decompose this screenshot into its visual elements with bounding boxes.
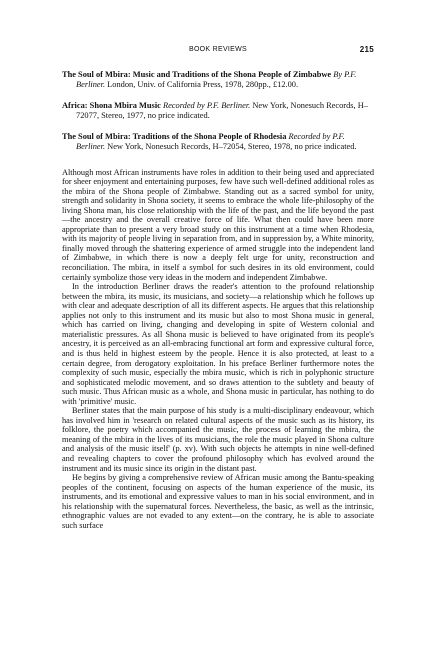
document-page <box>62 44 374 530</box>
review-body <box>62 168 374 531</box>
citation-title: The Soul of Mbira: Traditions of the Shona People of Rhodesia <box>62 132 287 142</box>
body-paragraph: Berliner states that the main purpose of his study is a multi-disciplinary endeavour, which has involved him in 'research on related cultural aspects of the music such as its history, its folklore, the poetry which accompanied the music, the process of learning the mbira, the meaning of the mbira in the lives of its musicians, the role the music played in Shona culture and analysis of the music itself' (p. xv). With such objects he attempts in nine well-defined and revealing chapters to cover the profound philosophy which has evolved around the instrument and its music since its origin in the distant past. <box>62 406 374 473</box>
review-citation <box>62 132 374 151</box>
review-citation <box>62 70 374 89</box>
review-citation <box>62 101 374 120</box>
page-number: 215 <box>359 45 374 54</box>
citation-details: London, Univ. of California Press, 1978, 280pp., £12.00. <box>107 79 299 89</box>
citation-byline: Recorded by P.F. Berliner. <box>76 132 345 151</box>
citation-details: New York, Nonesuch Records, H–72077, Stereo, 1977, no price indicated. <box>76 101 368 120</box>
citation-title: The Soul of Mbira: Music and Traditions of the Shona People of Zimbabwe <box>62 70 332 79</box>
section-title: BOOK REVIEWS <box>188 46 248 53</box>
body-paragraph: He begins by giving a comprehensive review of African music among the Bantu-speaking peoples of the continent, focusing on aspects of the human experience of the music, its instruments, and its emotional and expressive values to man in his social environment, and in his relationship with the supernatural forces. Nevertheless, the basic, as well as the intrinsic, ethnographic values are not evaded to any extent—on the contrary, he is able to associate such surface <box>62 473 374 530</box>
body-paragraph: In the introduction Berliner draws the reader's attention to the profound relationship between the mbira, its music, its musicians, and society—a relationship which he follows up with clear and adequate description of all its different aspects. He argues that this relationship applies not only to this instrument and its music but also to most Shona music in general, which has carried on living, changing and developing in spite of Western colonial and materialistic pressures. As all Shona music is believed to have originated from its people's ancestry, it is perceived as an all-embracing functional art form and expressive cultural force, and is thus held in highest esteem by the people. Hence it is also protected, at least to a certain degree, from derogatory exploitation. In his preface Berliner furthermore notes the complexity of such music, especially the mbira music, which is rich in polyphonic structure and sophisticated melodic movement, and so draws attention to the subtlety and beauty of such music. Thus African music as a whole, and Shona music in particular, has nothing to do with 'primitive' music. <box>62 282 374 406</box>
citation-byline: By P.F. Berliner. <box>76 70 357 89</box>
running-header <box>62 44 374 58</box>
citation-title: Africa: Shona Mbira Music <box>62 101 161 111</box>
citation-details: New York, Nonesuch Records, H–72054, Stereo, 1978, no price indicated. <box>107 141 357 151</box>
citation-byline: Recorded by P.F. Berliner. <box>162 101 251 111</box>
body-paragraph: Although most African instruments have roles in addition to their being used and appreciated for sheer enjoyment and entertaining purposes, few have such well-defined additional roles as the mbira of the Shona people of Zimbabwe. Standing out as a sacred symbol for unity, strength and solidarity in Shona society, it seems to embrace the whole life-philosophy of the living Shona man, his close relationship with the life of the past, and the life beyond the past—the ancestry and the overall creative force of life. What then could have been more appropriate than to present a very broad study on this instrument at a time when Rhodesia, with its majority of people living in separation from, and in suppression by, a White minority, finally moved through the shattering experience of armed struggle into the independent land of Zimbabwe, in which there is now a deeply felt urge for unity, reconstruction and reconciliation. The mbira, in itself a symbol for such desires in its old environment, could certainly symbolize those very ideas in the modern and independent Zimbabwe. <box>62 167 374 282</box>
